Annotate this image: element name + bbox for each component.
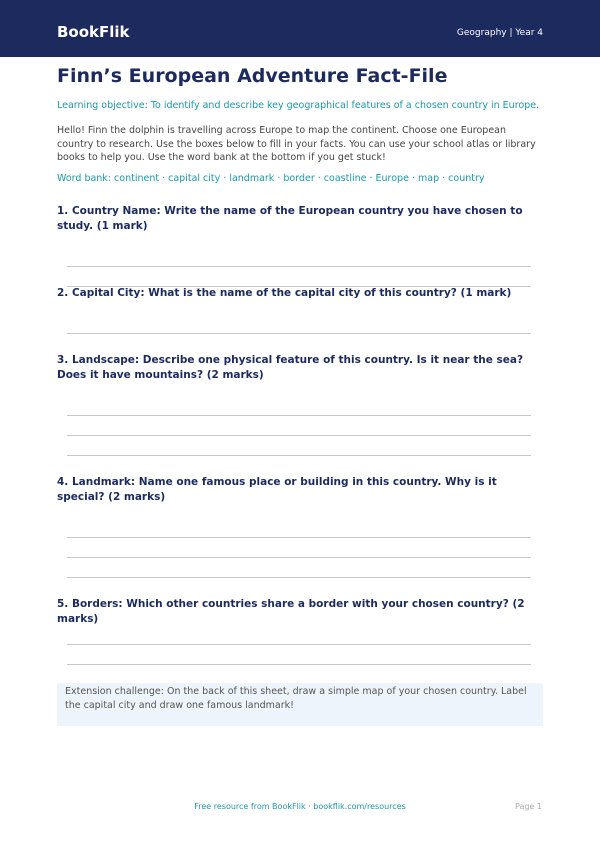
question-4: 4. Landmark: Name one famous place or building in this country. Why is it special? (2 marks): [57, 476, 497, 503]
answer-line[interactable]: [67, 415, 531, 416]
question-5: 5. Borders: Which other countries share a border with your chosen country? (2 marks): [57, 598, 525, 625]
page-title: Finn’s European Adventure Fact-File: [57, 65, 448, 87]
page-number: Page 1: [515, 802, 542, 811]
answer-line[interactable]: [67, 266, 531, 267]
question-3: 3. Landscape: Describe one physical feature of this country. Is it near the sea? Does it have mountains? (2 marks): [57, 354, 524, 381]
question-2: 2. Capital City: What is the name of the capital city of this country? (1 mark): [57, 287, 512, 299]
answer-line[interactable]: [67, 333, 531, 334]
intro-text: Hello! Finn the dolphin is travelling across Europe to map the continent. Choose one European country to research. Use the boxes below to fill in your facts. You can use your school atlas or library books to help you. Use the word bank at the bottom if you get stuck!: [57, 125, 536, 163]
answer-line[interactable]: [67, 664, 531, 665]
question-1: 1. Country Name: Write the name of the European country you have chosen to study. (1 mark): [57, 205, 523, 232]
answer-line[interactable]: [67, 537, 531, 538]
footer-credit[interactable]: Free resource from BookFlik · bookflik.com/resources: [194, 802, 406, 811]
answer-line[interactable]: [67, 455, 531, 456]
brand-logo: BookFlik: [57, 23, 130, 41]
learning-objective: Learning objective: To identify and describe key geographical features of a chosen country in Europe.: [57, 100, 540, 111]
answer-line[interactable]: [67, 435, 531, 436]
word-bank: Word bank: continent · capital city · landmark · border · coastline · Europe · map · country: [57, 173, 485, 184]
answer-line[interactable]: [67, 557, 531, 558]
answer-line[interactable]: [67, 644, 531, 645]
answer-line[interactable]: [67, 577, 531, 578]
subject-year-label: Geography | Year 4: [456, 28, 543, 38]
header-bar: [0, 0, 600, 57]
extension-challenge: Extension challenge: On the back of this sheet, draw a simple map of your chosen country. Label the capital city and draw one famous landmark!: [57, 683, 543, 726]
